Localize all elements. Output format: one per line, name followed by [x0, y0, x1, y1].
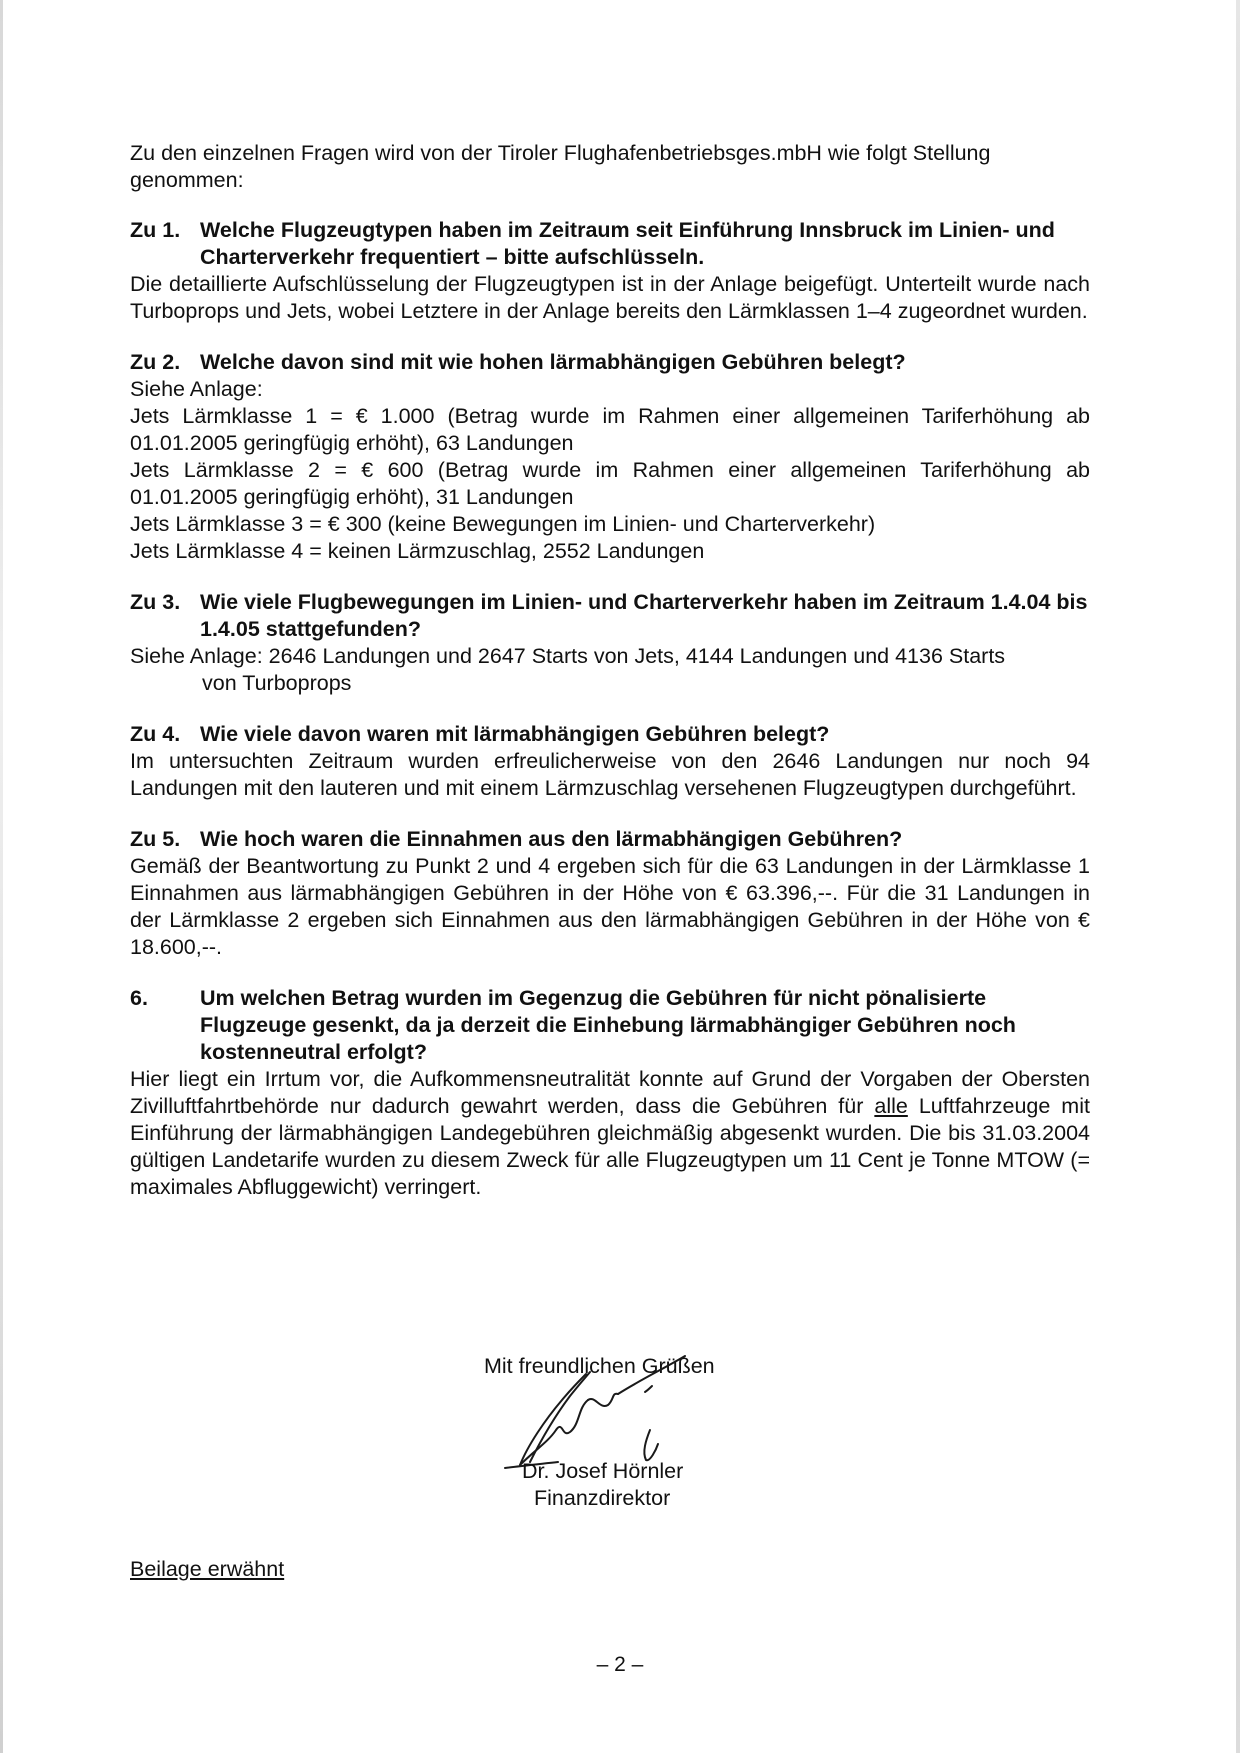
question-number: Zu 4. — [130, 722, 181, 746]
answer-1: Die detaillierte Aufschlüsselung der Flugzeugtypen ist in der Anlage beigefügt. Unterteilt wurde nach Turboprops und Jets, wobei Letztere in der Anlage bereits den Lärmklassen 1–4 zugeordnet wurden. — [130, 272, 1090, 323]
intro-paragraph: Zu den einzelnen Fragen wird von der Tiroler Flughafenbetriebsges.mbH wie folgt Stellung genommen: — [130, 141, 991, 192]
answer-text: Luftfahrzeuge mit Einführung der lärmabhängigen Landegebühren gleichmäßig abgesenkt wurden. Die bis 31.03.2004 gültigen Landetarife wurden zu diesem Zweck für alle Flugzeugtypen um 11 Cent je Tonne MTOW (= maximales Abfluggewicht) verringert. — [130, 1094, 1090, 1199]
question-number: Zu 5. — [130, 827, 181, 851]
section-2 — [130, 349, 1090, 565]
section-3 — [130, 589, 1090, 697]
question-number: Zu 1. — [130, 218, 181, 242]
section-6 — [130, 985, 1090, 1201]
question-text: Welche davon sind mit wie hohen lärmabhängigen Gebühren belegt? — [200, 350, 906, 374]
signer-name: Dr. Josef Hörnler — [522, 1459, 684, 1483]
answer-2 — [130, 376, 1090, 565]
section-4 — [130, 721, 1090, 802]
question-number: Zu 3. — [130, 590, 181, 614]
scan-edge-right — [1236, 0, 1240, 1753]
question-number: Zu 2. — [130, 350, 181, 374]
letter-body — [130, 140, 1090, 1225]
question-4 — [130, 721, 1090, 748]
answer-line: Jets Lärmklasse 4 = keinen Lärmzuschlag, 2552 Landungen — [130, 539, 705, 563]
handwritten-signature — [500, 1350, 740, 1470]
answer-line: Jets Lärmklasse 1 = € 1.000 (Betrag wurde im Rahmen einer allgemeinen Tariferhöhung ab 01.01.2005 geringfügig erhöht), 63 Landungen — [130, 404, 1090, 455]
answer-text: Hier liegt ein Irrtum vor, die Aufkommensneutralität konnte auf Grund der Vorgaben der Obersten Zivilluftfahrtbehörde nur dadurch gewahrt werden, dass die Gebühren für — [130, 1067, 1090, 1118]
question-number: 6. — [130, 986, 148, 1010]
signer-block — [522, 1458, 683, 1512]
enclosure-note: Beilage erwähnt — [130, 1557, 285, 1581]
question-text: Wie hoch waren die Einnahmen aus den lärmabhängigen Gebühren? — [200, 827, 903, 851]
answer-line: Siehe Anlage: — [130, 377, 263, 401]
answer-line: Jets Lärmklasse 3 = € 300 (keine Bewegungen im Linien- und Charterverkehr) — [130, 512, 876, 536]
answer-4: Im untersuchten Zeitraum wurden erfreulicherweise von den 2646 Landungen nur noch 94 Landungen mit den lauteren und mit einem Lärmzuschlag versehenen Flugzeugtypen durchgeführt. — [130, 749, 1090, 800]
answer-line: Siehe Anlage: 2646 Landungen und 2647 Starts von Jets, 4144 Landungen und 4136 Starts — [130, 644, 1006, 668]
closing-greeting: Mit freundlichen Grüßen — [484, 1354, 715, 1378]
question-5 — [130, 826, 1090, 853]
question-text: Um welchen Betrag wurden im Gegenzug die Gebühren für nicht pönalisierte Flugzeuge gesenkt, da ja derzeit die Einhebung lärmabhängiger Gebühren noch kostenneutral erfolgt? — [200, 986, 1016, 1064]
question-text: Wie viele davon waren mit lärmabhängigen Gebühren belegt? — [200, 722, 830, 746]
answer-line-continued: von Turboprops — [202, 671, 352, 695]
answer-6 — [130, 1066, 1090, 1201]
page-number: – 2 – — [596, 1653, 644, 1676]
scan-edge-left — [0, 0, 3, 1753]
question-2 — [130, 349, 1090, 376]
section-1 — [130, 217, 1090, 325]
question-text: Wie viele Flugbewegungen im Linien- und Charterverkehr haben im Zeitraum 1.4.04 bis 1.4.05 stattgefunden? — [200, 590, 1088, 641]
answer-line: Jets Lärmklasse 2 = € 600 (Betrag wurde im Rahmen einer allgemeinen Tariferhöhung ab 01.01.2005 geringfügig erhöht), 31 Landungen — [130, 458, 1090, 509]
emphasized-word: alle — [874, 1094, 908, 1118]
question-6 — [130, 985, 1090, 1066]
section-5 — [130, 826, 1090, 961]
signer-title: Finanzdirektor — [534, 1486, 671, 1510]
answer-3 — [130, 643, 1090, 697]
question-text: Welche Flugzeugtypen haben im Zeitraum seit Einführung Innsbruck im Linien- und Charterverkehr frequentiert – bitte aufschlüsseln. — [200, 218, 1055, 269]
question-1 — [130, 217, 1090, 271]
answer-5: Gemäß der Beantwortung zu Punkt 2 und 4 ergeben sich für die 63 Landungen in der Lärmklasse 1 Einnahmen aus lärmabhängigen Gebühren in der Höhe von € 63.396,--. Für die 31 Landungen in der Lärmklasse 2 ergeben sich Einnahmen aus den lärmabhängigen Gebühren in der Höhe von € 18.600,--. — [130, 854, 1090, 959]
question-3 — [130, 589, 1090, 643]
